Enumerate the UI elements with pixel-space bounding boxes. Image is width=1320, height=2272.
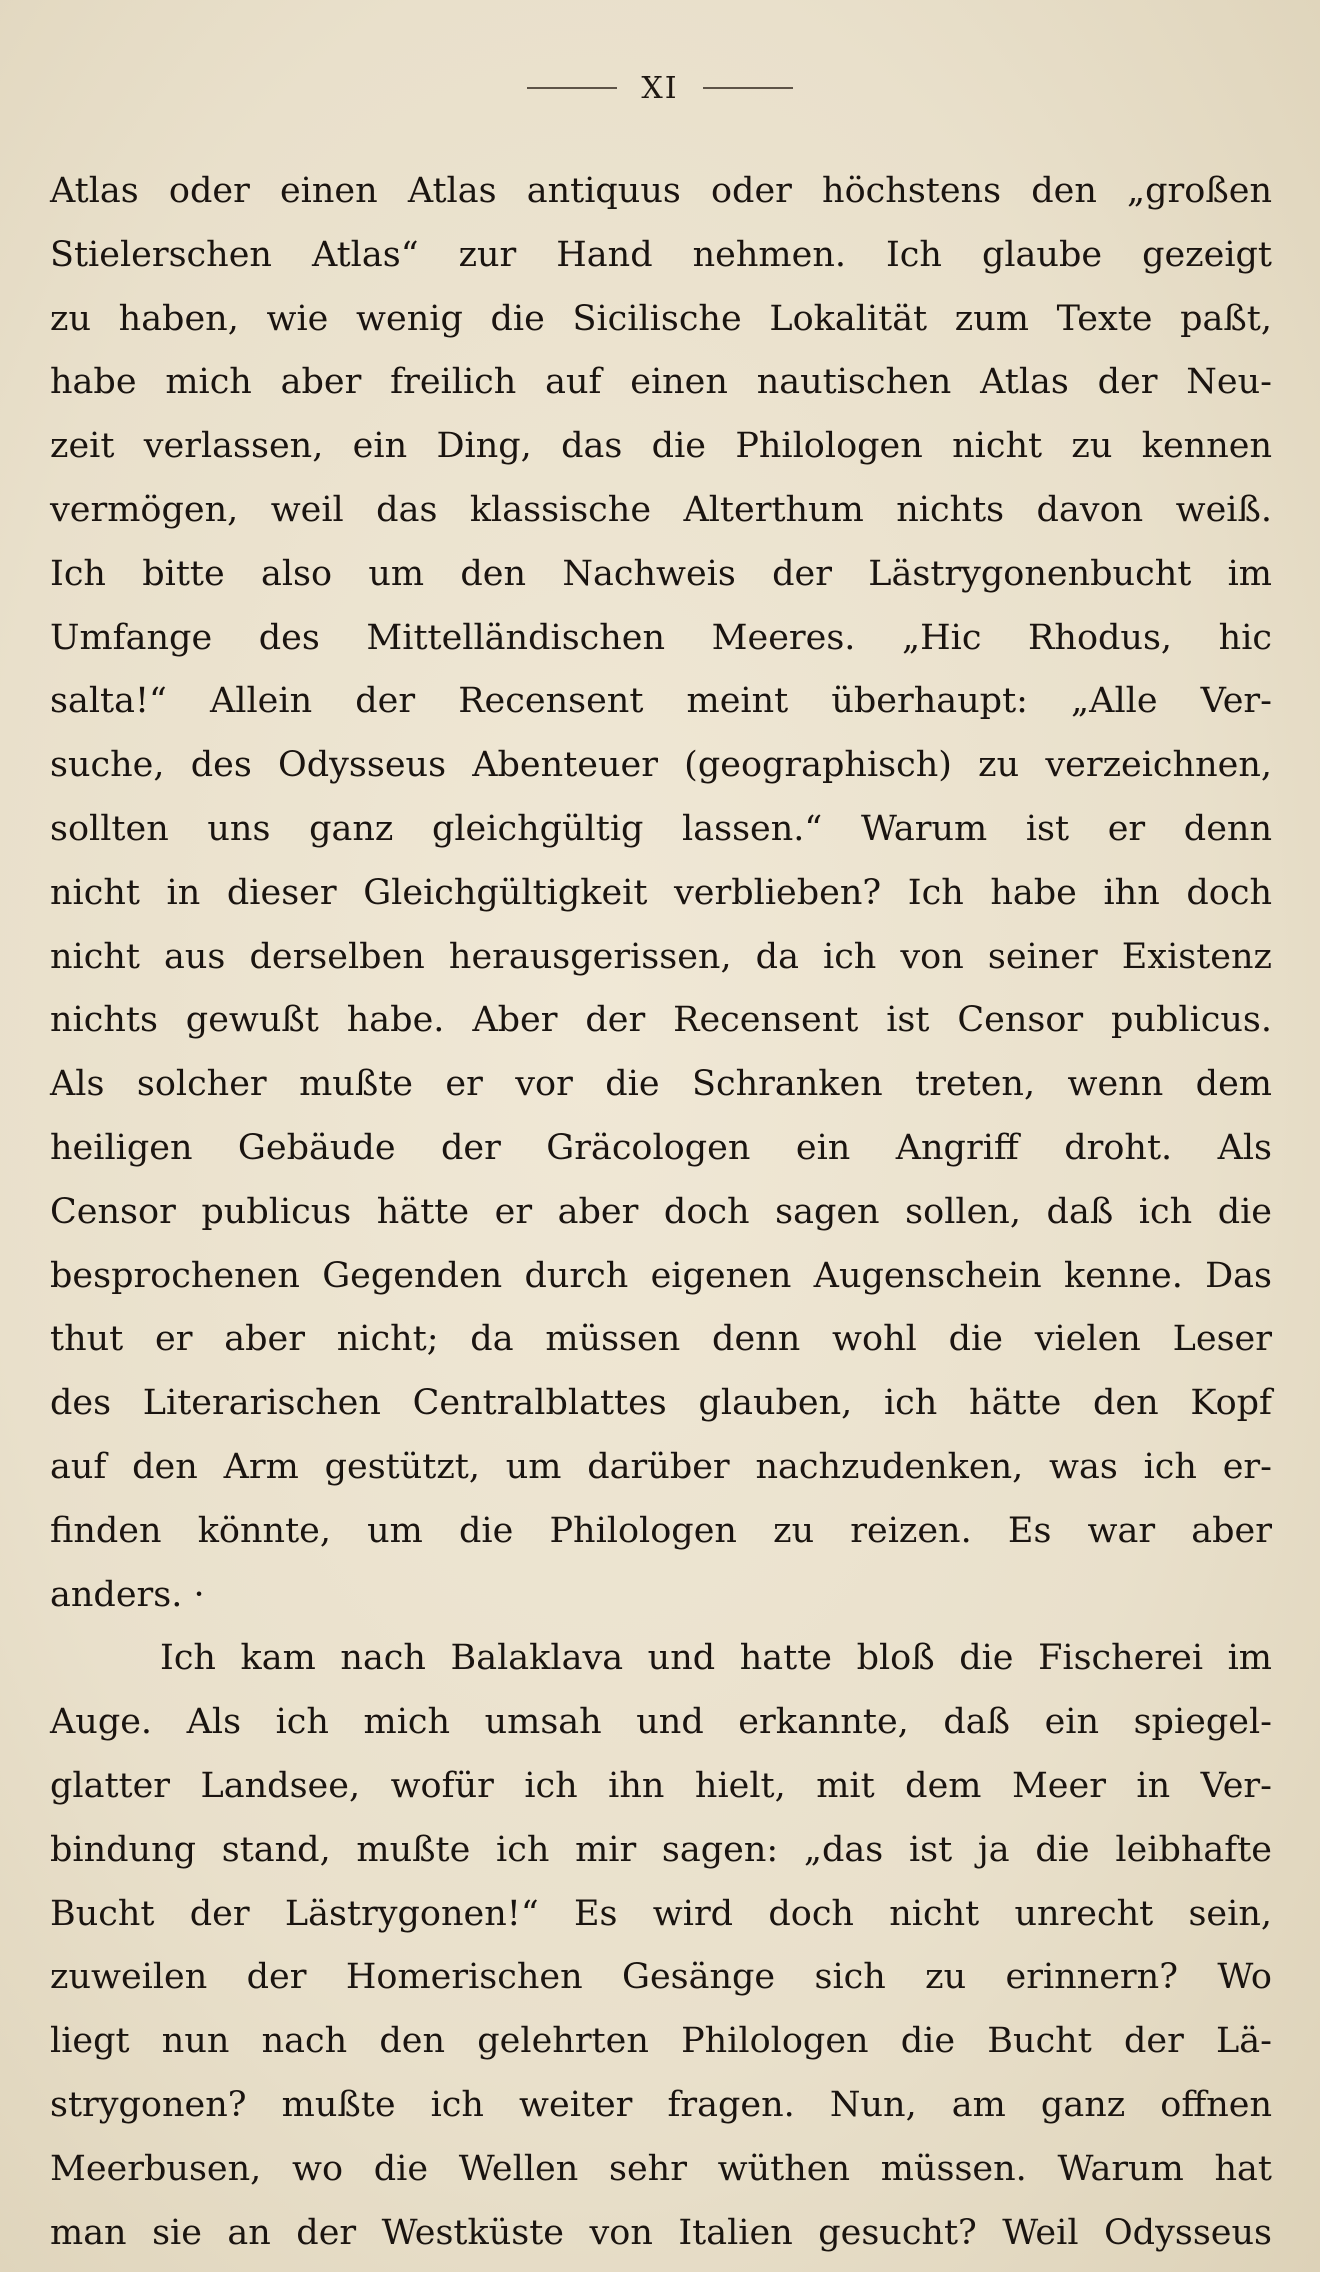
text-line: nicht aus derselben herausgerissen, da ich von seiner Existenz xyxy=(50,936,1272,977)
text-line: des Literarischen Centralblattes glauben, ich hätte den Kopf xyxy=(50,1383,1272,1424)
text-line: liegt nun nach den gelehrten Philologen die Bucht der Lä- xyxy=(50,2021,1272,2062)
page-number: XI xyxy=(641,70,679,106)
text-line: besprochenen Gegenden durch eigenen Augenschein kenne. Das xyxy=(50,1255,1272,1296)
paragraph-end-line: anders. · xyxy=(50,1574,205,1615)
text-line: Stielerschen Atlas“ zur Hand nehmen. Ich glaube gezeigt xyxy=(50,234,1272,275)
paragraph-start-line: Ich kam nach Balaklava und hatte bloß die Fischerei im xyxy=(160,1638,1272,1679)
text-line: glatter Landsee, wofür ich ihn hielt, mit dem Meer in Ver- xyxy=(50,1765,1272,1806)
text-line: thut er aber nicht; da müssen denn wohl die vielen Leser xyxy=(50,1319,1272,1360)
text-line: nichts gewußt habe. Aber der Recensent ist Censor publicus. xyxy=(50,1000,1272,1041)
text-line: Ich bitte also um den Nachweis der Lästrygonenbucht im xyxy=(50,553,1272,594)
text-line: habe mich aber freilich auf einen nautischen Atlas der Neu- xyxy=(50,362,1272,403)
text-line: man sie an der Westküste von Italien gesucht? Weil Odysseus xyxy=(50,2212,1272,2253)
text-line: zu haben, wie wenig die Sicilische Lokalität zum Texte paßt, xyxy=(50,298,1272,339)
text-line: finden könnte, um die Philologen zu reizen. Es war aber xyxy=(50,1510,1272,1551)
text-line: Censor publicus hätte er aber doch sagen sollen, daß ich die xyxy=(50,1191,1272,1232)
text-line: Auge. Als ich mich umsah und erkannte, daß ein spiegel- xyxy=(50,1702,1272,1743)
text-line: salta!“ Allein der Recensent meint überhaupt: „Alle Ver- xyxy=(50,681,1272,722)
text-line: Meerbusen, wo die Wellen sehr wüthen müssen. Warum hat xyxy=(50,2148,1272,2189)
text-line: zuweilen der Homerischen Gesänge sich zu erinnern? Wo xyxy=(50,1957,1272,1998)
text-line: Bucht der Lästrygonen!“ Es wird doch nicht unrecht sein, xyxy=(50,1893,1272,1934)
text-line: suche, des Odysseus Abenteuer (geographisch) zu verzeichnen, xyxy=(50,745,1272,786)
text-line: heiligen Gebäude der Gräcologen ein Angriff droht. Als xyxy=(50,1127,1272,1168)
text-line: vermögen, weil das klassische Alterthum nichts davon weiß. xyxy=(50,489,1272,530)
text-line: bindung stand, mußte ich mir sagen: „das ist ja die leibhafte xyxy=(50,1829,1272,1870)
text-line: Umfange des Mittelländischen Meeres. „Hic Rhodus, hic xyxy=(50,617,1272,658)
text-line: Atlas oder einen Atlas antiquus oder höchstens den „großen xyxy=(50,171,1272,211)
left-rule xyxy=(527,87,617,89)
text-line: strygonen? mußte ich weiter fragen. Nun, am ganz offnen xyxy=(50,2084,1272,2125)
text-line: nicht in dieser Gleichgültigkeit verblieben? Ich habe ihn doch xyxy=(50,872,1272,913)
text-line: sollten uns ganz gleichgültig lassen.“ Warum ist er denn xyxy=(50,808,1272,849)
right-rule xyxy=(703,87,793,89)
running-head xyxy=(0,62,1320,114)
text-line: auf den Arm gestützt, um darüber nachzudenken, was ich er- xyxy=(50,1446,1272,1487)
text-line: zeit verlassen, ein Ding, das die Philologen nicht zu kennen xyxy=(50,426,1272,467)
text-line: Als solcher mußte er vor die Schranken treten, wenn dem xyxy=(50,1064,1272,1105)
body-text xyxy=(50,160,1272,2265)
